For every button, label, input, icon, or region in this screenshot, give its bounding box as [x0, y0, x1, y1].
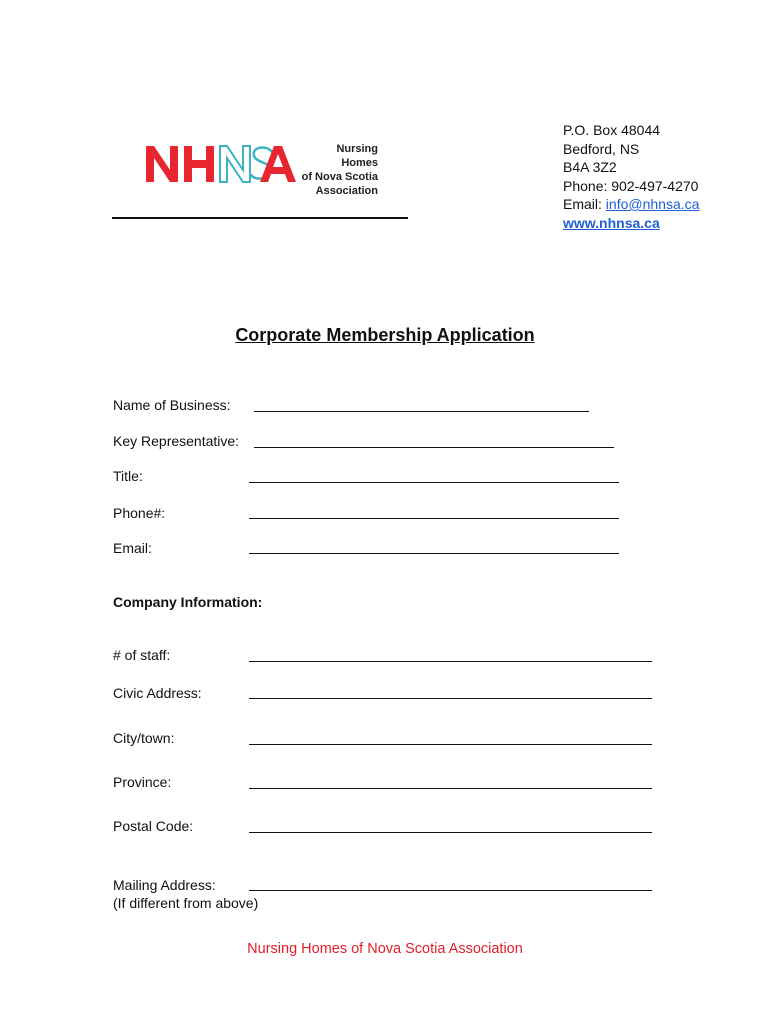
- business-label: Name of Business:: [113, 397, 231, 413]
- phone-label: Phone#:: [113, 505, 166, 521]
- title-field[interactable]: [249, 482, 619, 483]
- company-info-heading: Company Information:: [113, 594, 263, 610]
- address-postal: B4A 3Z2: [563, 159, 617, 175]
- business-field[interactable]: [254, 411, 589, 412]
- email-label: Email:: [563, 196, 606, 212]
- phone-field[interactable]: [249, 518, 619, 519]
- postal-field[interactable]: [249, 832, 652, 833]
- rep-label: Key Representative:: [113, 433, 240, 449]
- title-label: Title:: [113, 468, 143, 484]
- rep-field[interactable]: [254, 447, 614, 448]
- city-field[interactable]: [249, 744, 652, 745]
- logo-line-2: of Nova Scotia: [301, 171, 378, 183]
- postal-label: Postal Code:: [113, 818, 194, 834]
- province-label: Province:: [113, 774, 172, 790]
- page-title: Corporate Membership Application: [235, 325, 535, 345]
- staff-label: # of staff:: [113, 647, 171, 663]
- mailing-label: Mailing Address:: [113, 877, 216, 893]
- email-link[interactable]: info@nhnsa.ca: [605, 196, 700, 212]
- address-city: Bedford, NS: [563, 140, 640, 157]
- website-link[interactable]: www.nhnsa.ca: [563, 214, 660, 231]
- staff-field[interactable]: [249, 661, 652, 662]
- email-label-field: Email:: [113, 540, 152, 556]
- civic-field[interactable]: [249, 698, 652, 699]
- header-rule: [112, 217, 408, 219]
- address-block: [563, 121, 699, 232]
- po-box: P.O. Box 48044: [563, 122, 661, 138]
- logo-line-3: Association: [315, 185, 378, 197]
- province-field[interactable]: [249, 788, 652, 789]
- address-phone: Phone: 902-497-4270: [563, 177, 699, 194]
- mailing-note: (If different from above): [113, 895, 259, 911]
- civic-label: Civic Address:: [113, 685, 202, 701]
- city-label: City/town:: [113, 730, 175, 746]
- address-email-row: [563, 195, 699, 214]
- logo-text: [298, 142, 378, 198]
- email-field[interactable]: [249, 553, 619, 554]
- mailing-field[interactable]: [249, 890, 652, 891]
- logo-letters-graphic: [144, 138, 299, 188]
- nhnsa-logo: [144, 138, 384, 197]
- logo-line-1: Nursing Homes: [336, 143, 378, 169]
- footer-text: Nursing Homes of Nova Scotia Association: [247, 941, 523, 957]
